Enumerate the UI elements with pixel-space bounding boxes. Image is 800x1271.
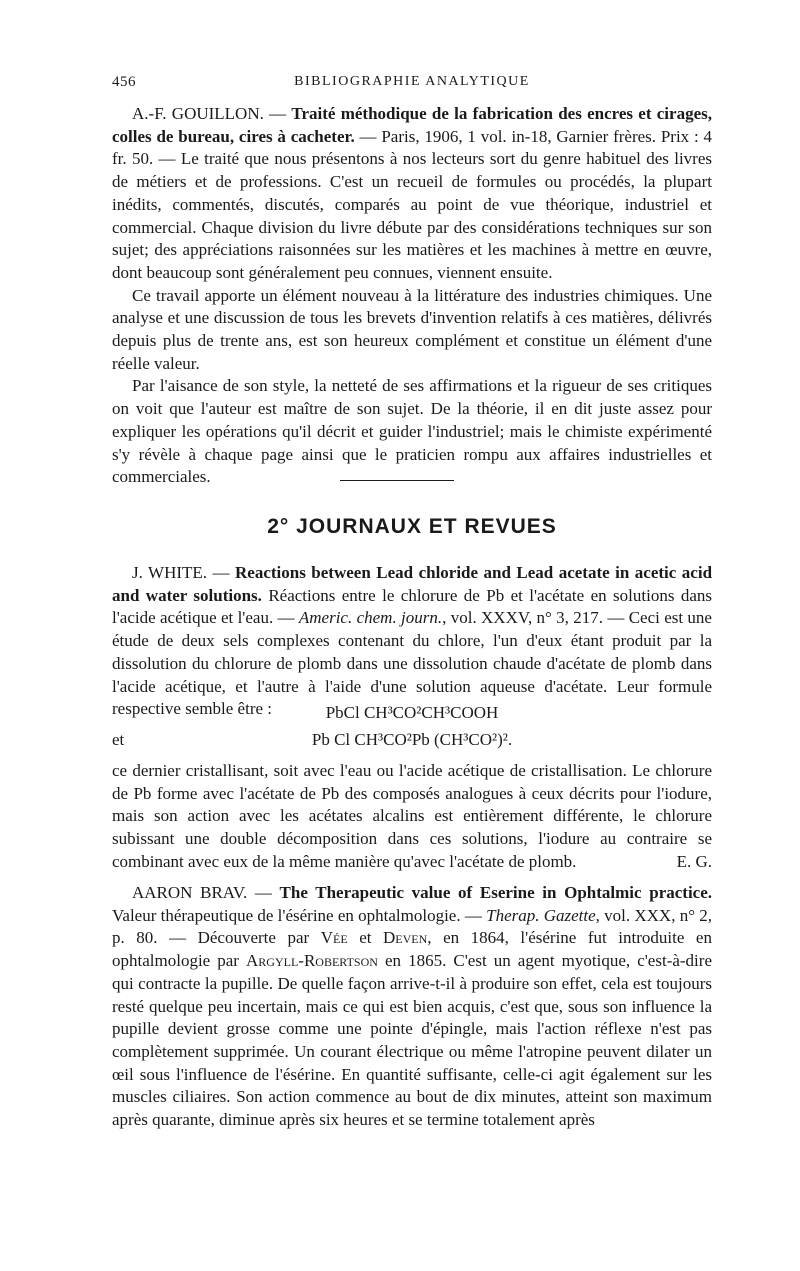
article-title: The Therapeutic value of Eserine in Ophtalmic practice. (279, 883, 713, 902)
entry-white-continuation-paragraph (112, 760, 712, 874)
title-translation: Valeur thérapeutique de l'ésérine en ophtalmologie. — (112, 905, 487, 925)
entry-gouillon-paragraph-1 (112, 103, 712, 285)
entry-brav-paragraph (112, 882, 712, 1132)
running-title: BIBLIOGRAPHIE ANALYTIQUE (294, 74, 530, 89)
person-name: Vée (320, 928, 348, 948)
section-divider (340, 480, 454, 481)
running-head (112, 74, 712, 96)
entry-details: , vol. XXXV, n° 3, 217. — Ceci est une étude de deux sels complexes contenant du chlore, l'un d'eux étant produit par la dissolution du chlorure de plomb dans une dissolution chaude d'acétate de plomb dans l'acide acétique, et l'autre à l'aide d'une solution aqueuse d'acétate. Leur formule respective semble être : (112, 608, 712, 719)
formula-conjunction: et (112, 730, 125, 749)
entry-gouillon (112, 103, 712, 489)
entry-gouillon-paragraph-2: Ce travail apporte un élément nouveau à la littérature des industries chimiques. Une analyse et une discussion de tous les brevets d'invention relatifs à ces matières, délivrés depuis plus de trente ans, est son heureux complément et constitue un élément d'une réelle valeur. (112, 285, 712, 373)
entry-details: — Paris, 1906, 1 vol. in-18, Garnier frères. Prix : 4 fr. 50. — Le traité que nous présentons à nos lecteurs sort du genre habituel des livres de métiers et de professions. C'est un recueil de formules ou procédés, la plupart inédits, commentés, discutés, comparés au point de vue théorique, industriel et commercial. Chaque division du livre débute par des considérations techniques sur son sujet; des appréciations raisonnées sur les matières et les machines à mettre en œuvre, dont beaucoup sont généralement peu connues, viennent ensuite. (112, 126, 712, 282)
journal-name: Americ. chem. journ. (298, 608, 443, 628)
entry-details: , vol. XXX, n° 2, p. 80. — Découverte par (112, 905, 713, 948)
entry-brav (112, 882, 712, 1132)
entry-details: , en 1864, l'ésérine fut introduite en ophtalmologie par (112, 928, 712, 971)
chemical-formula: PbCl CH³CO²CH³COOH (325, 703, 499, 722)
separator-dash: — (263, 104, 292, 123)
entry-details: et (347, 928, 383, 948)
chemical-formula: Pb Cl CH³CO²Pb (CH³CO²)². (311, 730, 513, 749)
entry-details: en 1865. C'est un agent myotique, c'est-à-dire qui contracte la pupille. De quelle façon arrive-t-il à produire son effet, cela est toujours resté quelque peu incertain, mais ce qui est bien acquis, c'est que, sous son influence la pupille devient grosse comme une pointe d'épingle, mais l'action réflexe n'est pas complètement supprimée. Un courant électrique ou même l'atropine peuvent dilater un œil sous l'influence de l'ésérine. En quantité suffisante, celle-ci agit également sur les muscles ciliaires. Son action commence au bout de dix minutes, atteint son maximum après quarante, diminue après six heures et se termine totalement après (112, 951, 712, 1130)
section-heading: 2° JOURNAUX ET REVUES (267, 515, 557, 538)
author-name: AARON BRAV. (132, 883, 248, 902)
entry-gouillon-paragraph-3: Par l'aisance de son style, la netteté de ses affirmations et la rigueur de ses critiques on voit que l'auteur est maître de son sujet. De la théorie, il en dit juste assez pour expliquer les opérations qu'il décrit et guider l'industriel; mais le chimiste expérimenté s'y révèle à chaque page ainsi que le praticien rompu aux affaires industrielles et commerciales. (112, 376, 712, 487)
journal-name: Therap. Gazette (486, 905, 596, 925)
separator-dash: — (207, 563, 235, 582)
author-name: J. WHITE. (132, 563, 208, 582)
page-number: 456 (112, 74, 136, 90)
separator-dash: — (247, 883, 280, 902)
entry-white-continuation (112, 760, 712, 874)
author-name: A.-F. GOUILLON. (132, 104, 264, 123)
continuation-text: ce dernier cristallisant, soit avec l'eau ou l'acide acétique de cristallisation. Le chlorure de Pb forme avec l'acétate de Pb des composés analogues à ceux décrits pour l'iodure, mais son action avec les acétates alcalins est entièrement différente, le chlorure subissant une double décomposition dans ces solutions, l'iodure au contraire se combinant avec eux de la même manière qu'avec l'acétate de plomb. (112, 761, 712, 871)
article-title: Reactions between Lead chloride and Lead acetate in acetic acid and water solutions. (112, 563, 713, 605)
entry-white (112, 562, 712, 721)
formula-2-line (112, 730, 712, 752)
formula-1-line (112, 703, 712, 725)
author-signature: E. G. (676, 851, 712, 871)
title-translation: Réactions entre le chlorure de Pb et l'acétate en solutions dans l'acide acétique et l'eau. — (112, 585, 712, 628)
entry-white-paragraph (112, 562, 712, 721)
person-name: Argyll-Robertson (246, 951, 378, 971)
person-name: Deven (383, 928, 428, 948)
book-title: Traité méthodique de la fabrication des encres et cirages, colles de bureau, cires à cacheter. (112, 104, 712, 146)
